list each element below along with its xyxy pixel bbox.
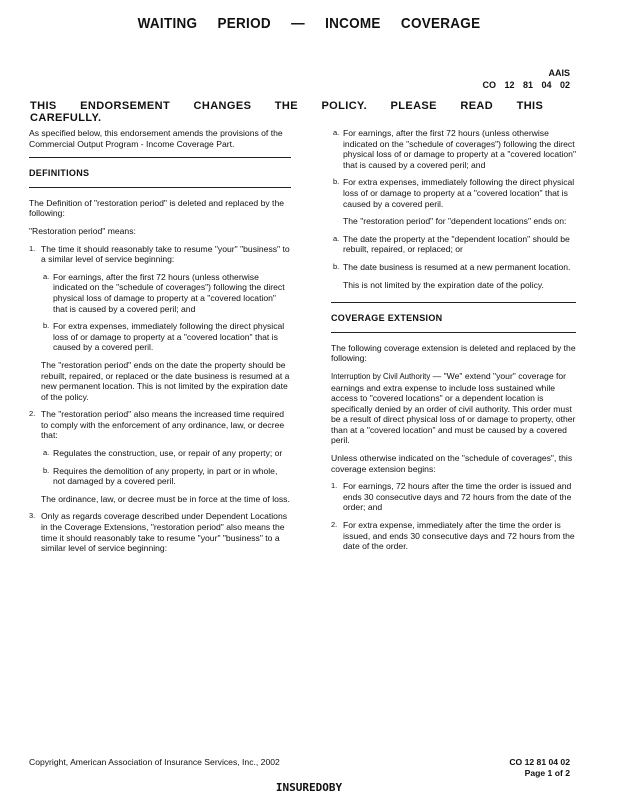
left-column <box>29 128 291 561</box>
sub-list-item <box>331 177 576 209</box>
item-text: The "restoration period" also means the increased time required to comply with the enforcement of any ordinance, law, or decree that: <box>41 409 285 441</box>
divider <box>331 302 576 303</box>
item-text: For extra expenses, immediately following the direct physical loss of or damage to property at a "covered location" that is caused by a covered peril. <box>343 177 575 209</box>
sub-list-item <box>331 262 576 273</box>
dependent-intro: The "restoration period" for "dependent locations" ends on: <box>343 216 567 227</box>
item-text: For extra expense, immediately after the time the order is issued, and ends 30 consecutive days and 72 hours from the date of the order. <box>343 520 575 552</box>
item-text: The date the property at the "dependent location" should be rebuilt, repaired, or replaced; or <box>343 233 570 255</box>
item-letter: b. <box>43 465 50 475</box>
item-letter: b. <box>43 321 50 331</box>
interruption-text: — "We" extend "your" coverage for earnings and extra expense to include loss sustained while access to "covered locations" or a dependent location is specifically denied by an order of civil authority. This order must be a result of direct physical loss of or damage to property, other than at a "covered location" and must be caused by a covered peril. <box>331 370 576 446</box>
document-title: WAITING PERIOD — INCOME COVERAGE <box>137 15 481 32</box>
endorsement-notice: THIS ENDORSEMENT CHANGES THE POLICY. PLEASE READ THIS CAREFULLY. <box>30 100 544 124</box>
dependent-end: This is not limited by the expiration date of the policy. <box>343 279 544 290</box>
intro-paragraph: As specified below, this endorsement amends the provisions of the Commercial Output Program - Income Coverage Part. <box>29 128 283 149</box>
item-text: Requires the demolition of any property, in part or in whole, not damaged by a covered peril. <box>53 465 278 487</box>
list-item <box>29 244 291 265</box>
list-item <box>29 409 291 441</box>
item-number: 3. <box>29 511 36 521</box>
coverage-heading: COVERAGE EXTENSION <box>331 313 443 324</box>
sub-list-item <box>29 321 291 353</box>
item-text: The date business is resumed at a new permanent location. <box>343 261 571 272</box>
item-paragraph: The ordinance, law, or decree must be in force at the time of loss. <box>41 493 290 504</box>
sub-list-item <box>29 448 291 459</box>
item-text: Regulates the construction, use, or repair of any property; or <box>53 448 283 459</box>
item-text: The time it should reasonably take to resume "your" "business" to a similar level of service beginning: <box>41 243 290 265</box>
item-text: Only as regards coverage described under Dependent Locations in the Coverage Extensions, "restoration period" also means the time it should reasonably take to resume "your" "business" to a similar level of service beginning: <box>41 511 288 554</box>
right-column <box>331 128 576 559</box>
item-number: 2. <box>331 520 338 530</box>
sub-list-item <box>331 234 576 255</box>
footer-form-code: CO 12 81 04 02 <box>509 757 570 767</box>
item-text: For earnings, 72 hours after the time the order is issued and ends 30 consecutive days and 72 hours from the date of the order; and <box>343 481 572 513</box>
definition-intro: The Definition of "restoration period" is deleted and replaced by the following: <box>29 197 284 219</box>
divider <box>331 332 576 333</box>
copyright: Copyright, American Association of Insurance Services, Inc., 2002 <box>29 757 280 767</box>
item-letter: a. <box>333 128 340 137</box>
divider <box>29 187 291 188</box>
unless-paragraph: Unless otherwise indicated on the "schedule of coverages", this coverage extension begins: <box>331 453 573 474</box>
item-number: 2. <box>29 409 36 419</box>
sub-list-item <box>29 272 291 314</box>
item-letter: a. <box>43 271 50 281</box>
item-letter: a. <box>43 448 50 458</box>
item-letter: b. <box>333 261 340 271</box>
interruption-paragraph <box>331 371 576 446</box>
form-code-label: AAIS <box>548 68 570 78</box>
list-item <box>331 481 576 513</box>
interruption-label: Interruption by Civil Authority <box>331 371 431 381</box>
definition-label: "Restoration period" means: <box>29 225 136 236</box>
list-item <box>331 520 576 552</box>
insured-stamp: INSUREDOBY <box>275 781 343 794</box>
item-number: 1. <box>331 481 338 491</box>
footer-code-block <box>509 757 570 779</box>
definitions-heading: DEFINITIONS <box>29 168 90 179</box>
item-text: For extra expenses, immediately following the direct physical loss of or damage to property at a "covered location" that is caused by a covered peril. <box>53 321 285 353</box>
item-letter: a. <box>333 233 340 243</box>
form-code: CO 12 81 04 02 <box>482 80 570 90</box>
list-item <box>29 511 291 553</box>
sub-list-item <box>29 466 291 487</box>
item-letter: b. <box>333 177 340 187</box>
sub-list-item <box>331 128 576 170</box>
coverage-intro: The following coverage extension is deleted and replaced by the following: <box>331 342 576 364</box>
page-number: Page 1 of 2 <box>524 768 570 778</box>
item-number: 1. <box>29 243 36 253</box>
item-text: For earnings, after the first 72 hours (unless otherwise indicated on the "schedule of coverages") following the direct physical loss of damage to property at a "covered location" that is caused by a covered peril; and <box>53 271 285 314</box>
item-paragraph: The "restoration period" ends on the date the property should be rebuilt, repaired, or replaced or the date business is resumed at a new permanent location. This is not limited by the expiration date of the policy. <box>41 359 290 402</box>
divider <box>29 157 291 158</box>
item-text: For earnings, after the first 72 hours (unless otherwise indicated on the "schedule of coverages") following the direct physical loss of or damage to property at a "covered location" that is caused by a covered peril; and <box>343 128 577 170</box>
